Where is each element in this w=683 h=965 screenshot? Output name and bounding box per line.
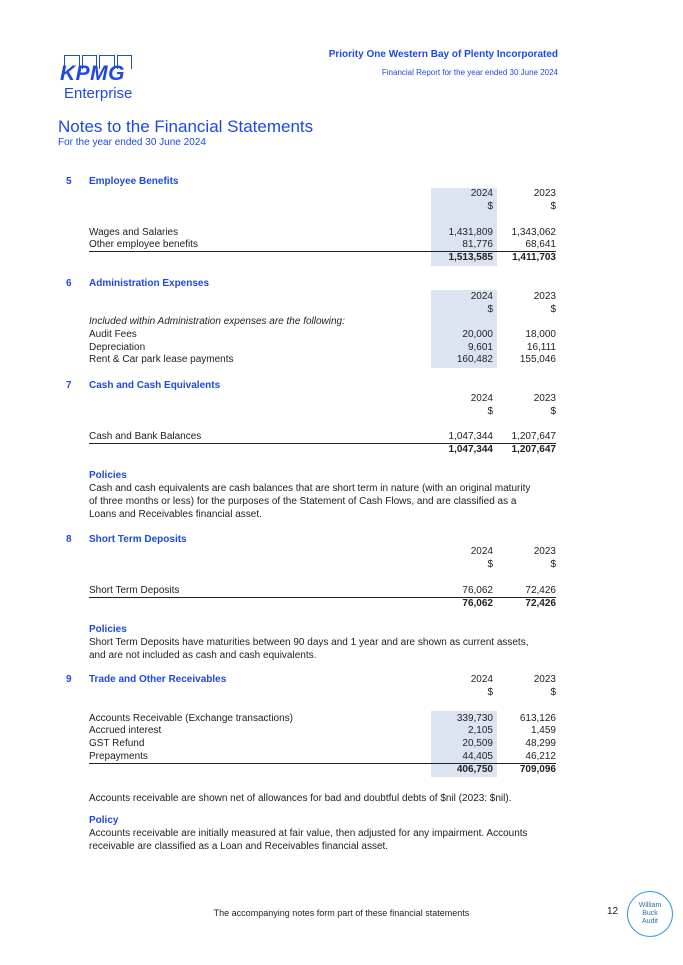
row-value-2024: 160,482 — [456, 354, 493, 365]
col-year-2024: 2024 — [470, 188, 493, 199]
total-2024: 1,513,585 — [448, 252, 493, 263]
organisation-name: Priority One Western Bay of Plenty Incorporated — [328, 49, 558, 60]
row-value-2023: 1,343,062 — [511, 227, 556, 238]
total-2024: 406,750 — [456, 764, 493, 775]
row-value-2023: 155,046 — [519, 354, 556, 365]
col-year-2024: 2024 — [470, 674, 493, 685]
row-label: Wages and Salaries — [89, 227, 179, 238]
col-unit: $ — [487, 201, 493, 212]
receivables-note: Accounts receivable are shown net of allowances for bad and doubtful debts of $nil (2023: $nil). — [89, 793, 512, 804]
page-title: Notes to the Financial Statements — [58, 117, 314, 136]
col-unit: $ — [487, 304, 493, 315]
row-label: GST Refund — [89, 738, 145, 749]
section-title: Trade and Other Receivables — [89, 674, 227, 685]
report-subtitle: Financial Report for the year ended 30 June 2024 — [381, 68, 558, 77]
row-label: Prepayments — [89, 751, 148, 762]
row-value-2024: 81,776 — [462, 239, 493, 250]
row-value-2023: 16,111 — [526, 342, 556, 353]
row-value-2024: 339,730 — [456, 713, 493, 724]
kpmg-logo-subtitle: Enterprise — [64, 85, 133, 102]
row-value-2023: 68,641 — [525, 239, 556, 250]
col-unit: $ — [550, 687, 556, 698]
section-number: 8 — [66, 534, 72, 545]
policy-text: Accounts receivable are initially measured at fair value, then adjusted for any impairment. Accounts receivable are classified as a Loan and Receivables financial asset. — [89, 828, 528, 852]
col-year-2024: 2024 — [470, 393, 493, 404]
row-value-2024: 9,601 — [467, 342, 493, 353]
col-year-2024: 2024 — [470, 291, 493, 302]
row-value-2023: 18,000 — [525, 329, 556, 340]
page-subtitle: For the year ended 30 June 2024 — [58, 137, 206, 148]
total-2024: 76,062 — [462, 598, 493, 609]
col-unit: $ — [487, 687, 493, 698]
section-title: Cash and Cash Equivalents — [89, 380, 221, 391]
row-label: Depreciation — [89, 342, 146, 353]
col-year-2023: 2023 — [533, 291, 556, 302]
row-value-2024: 20,509 — [462, 738, 493, 749]
page-number: 12 — [607, 906, 619, 917]
total-2023: 72,426 — [525, 598, 556, 609]
policy-title: Policy — [89, 815, 119, 826]
row-value-2023: 46,212 — [525, 751, 556, 762]
col-year-2023: 2023 — [533, 393, 556, 404]
col-year-2023: 2023 — [533, 546, 556, 557]
row-label: Accounts Receivable (Exchange transactions) — [89, 713, 293, 724]
row-label: Audit Fees — [89, 329, 137, 340]
section-number: 5 — [66, 176, 72, 187]
row-value-2024: 20,000 — [462, 329, 493, 340]
row-value-2024: 1,431,809 — [448, 227, 493, 238]
row-value-2023: 1,207,647 — [511, 431, 556, 442]
policy-text: Cash and cash equivalents are cash balances that are short term in nature (with an original maturity of three months or less) for the purposes of the Statement of Cash Flows, and are classified as a Loans and Receivables financial asset. — [89, 483, 531, 520]
col-year-2023: 2023 — [533, 188, 556, 199]
row-label: Accrued interest — [89, 725, 162, 736]
row-value-2023: 613,126 — [519, 713, 556, 724]
col-unit: $ — [550, 304, 556, 315]
section-number: 9 — [66, 674, 72, 685]
section-intro: Included within Administration expenses are the following: — [89, 316, 345, 327]
row-value-2023: 1,459 — [530, 725, 556, 736]
row-label: Rent & Car park lease payments — [89, 354, 234, 365]
policy-text: Short Term Deposits have maturities between 90 days and 1 year and are shown as current assets, and are not included as cash and cash equivalents. — [89, 637, 529, 661]
row-value-2024: 1,047,344 — [448, 431, 493, 442]
row-label: Short Term Deposits — [89, 585, 180, 596]
col-year-2023: 2023 — [533, 674, 556, 685]
total-2023: 1,207,647 — [511, 444, 556, 455]
col-unit: $ — [550, 559, 556, 570]
william-buck-audit-stamp: William Buck Audit — [627, 891, 673, 937]
col-unit: $ — [550, 406, 556, 417]
total-2023: 1,411,703 — [512, 252, 556, 263]
policy-title: Policies — [89, 624, 127, 635]
section-title: Employee Benefits — [89, 176, 179, 187]
section-title: Short Term Deposits — [89, 534, 187, 545]
section-number: 6 — [66, 278, 72, 289]
section-number: 7 — [66, 380, 72, 391]
footer-note: The accompanying notes form part of these financial statements — [213, 908, 470, 918]
col-unit: $ — [487, 406, 493, 417]
row-label: Cash and Bank Balances — [89, 431, 202, 442]
row-value-2024: 44,405 — [462, 751, 493, 762]
row-value-2023: 48,299 — [525, 738, 556, 749]
row-value-2024: 76,062 — [462, 585, 493, 596]
policy-title: Policies — [89, 470, 127, 481]
total-2023: 709,096 — [519, 764, 556, 775]
row-value-2023: 72,426 — [525, 585, 556, 596]
col-unit: $ — [487, 559, 493, 570]
row-label: Other employee benefits — [89, 239, 198, 250]
row-value-2024: 2,105 — [467, 725, 493, 736]
section-title: Administration Expenses — [89, 278, 210, 289]
col-year-2024: 2024 — [470, 546, 493, 557]
kpmg-logo: KPMG — [60, 62, 125, 85]
col-unit: $ — [550, 201, 556, 212]
total-2024: 1,047,344 — [448, 444, 493, 455]
